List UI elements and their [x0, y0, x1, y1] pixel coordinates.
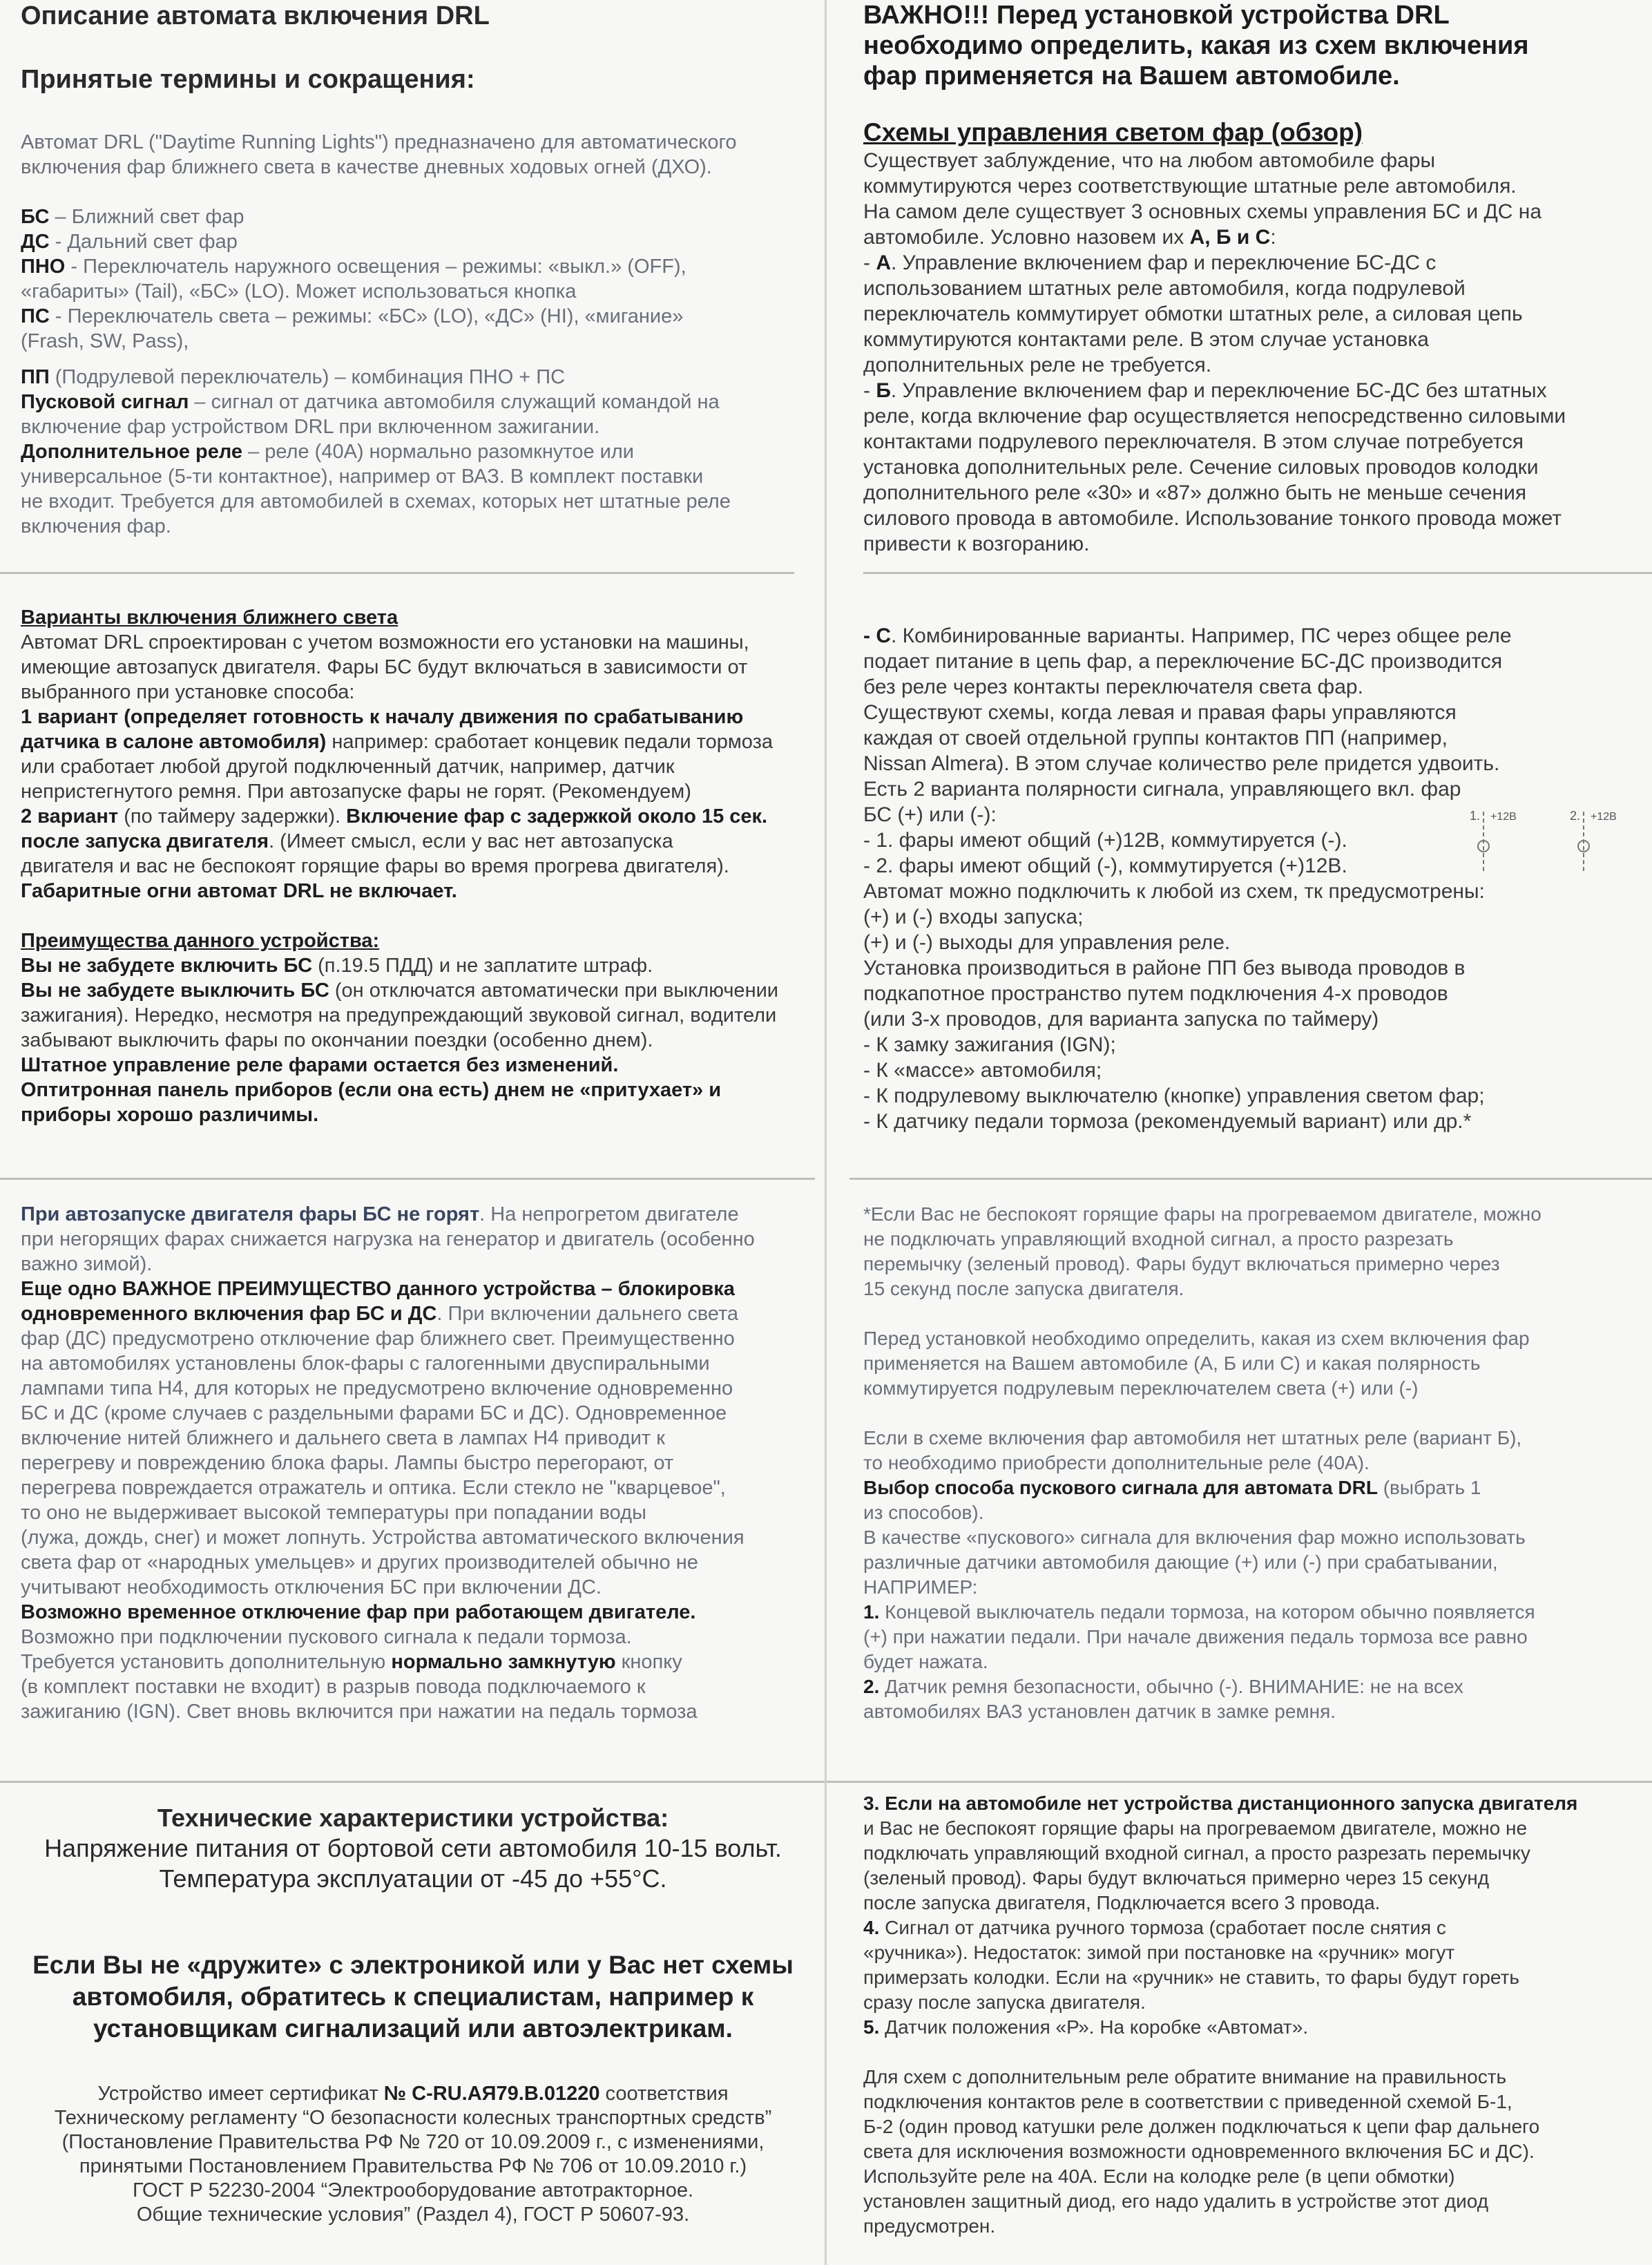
body-line: Если в схеме включения фар автомобиля нет штатных реле (вариант Б), [863, 1427, 1522, 1449]
panel-autostart [0, 1188, 826, 1775]
tech-heading: Технические характеристики устройства: [157, 1804, 669, 1832]
body-line: Для схем с дополнительным реле обратите внимание на правильность [863, 2066, 1507, 2087]
body-line: Автомат DRL спроектирован с учетом возможности его установки на машины, [21, 631, 749, 653]
body-line: установка дополнительных реле. Сечение силовых проводов колодки [863, 456, 1539, 479]
tech-line: Температура эксплуатации от -45 до +55°С. [159, 1864, 667, 1893]
body-line: Перед установкой необходимо определить, какая из схем включения фар [863, 1328, 1530, 1349]
body-line: при негорящих фарах снижается нагрузка на генератор и двигатель (особенно [21, 1228, 755, 1250]
body-line: применяется на Вашем автомобиле (А, Б или С) и какая полярность [863, 1353, 1481, 1374]
body-line: датчика в салоне автомобиля) например: сработает концевик педали тормоза [21, 731, 774, 753]
body-line: забывают выключить фары по окончании поездки (особенно днем). [21, 1029, 653, 1051]
panel-variants [0, 587, 826, 1174]
body-line: (зеленый провод). Фары будут включаться примерно через 15 секунд [863, 1867, 1490, 1889]
certificate-line: принятыми Постановлением Правительства РФ № 706 от 10.09.2010 г.) [79, 2155, 747, 2177]
body-line: после запуска двигателя, Подключается всего 3 провода. [863, 1892, 1381, 1913]
schemes-heading: Схемы управления светом фар (обзор) [863, 118, 1363, 146]
body-line: контактами подрулевого переключателя. В этом случае потребуется [863, 430, 1524, 453]
intro-line: включения фар ближнего света в качестве дневных ходовых огней (ДХО). [21, 156, 712, 178]
term-line: ПНО - Переключатель наружного освещения – режимы: «выкл.» (OFF), [21, 256, 686, 278]
body-line: реле, когда включение фар осуществляется непосредственно силовыми [863, 405, 1566, 428]
term-line: Дополнительное реле – реле (40А) нормально разомкнутое или [21, 441, 634, 463]
variant-2: 2 вариант (по таймеру задержки). Включение фар с задержкой около 15 сек. [21, 805, 768, 828]
certificate-line: (Постановление Правительства РФ № 720 от 10.09.2009 г., с изменениями, [61, 2131, 765, 2153]
body-line: сразу после запуска двигателя. [863, 1991, 1146, 2013]
body-line: будет нажата. [863, 1651, 988, 1672]
term-line: включение фар устройством DRL при включенном зажигании. [21, 416, 600, 438]
panel-scheme-c [826, 587, 1652, 1174]
diagram-label-2: 2. [1570, 809, 1581, 823]
advantage-line: Вы не забудете включить БС (п.19.5 ПДД) и не заплатите штраф. [21, 955, 653, 977]
body-line: - 1. фары имеют общий (+)12В, коммутируется (-). [863, 829, 1347, 852]
body-line: света фар от «народных умельцев» и других производителей обычно не [21, 1551, 698, 1574]
term-line: ПП (Подрулевой переключатель) – комбинация ПНО + ПС [21, 366, 566, 388]
body-line: силового провода в автомобиле. Использование тонкого провода может [863, 507, 1562, 530]
important-heading: фар применяется на Вашем автомобиле. [863, 61, 1400, 90]
panel-schemes [826, 0, 1652, 566]
panel-choice [826, 1188, 1652, 1775]
body-line: то оно не выдерживает высокой температуры при попадании воды [21, 1502, 646, 1524]
body-line: - К датчику педали тормоза (рекомендуемый вариант) или др.* [863, 1110, 1472, 1133]
body-line: предусмотрен. [863, 2215, 996, 2237]
body-line: Б-2 (один провод катушки реле должен подключаться к цепи фар дальнего [863, 2116, 1540, 2137]
body-line: после запуска двигателя. (Имеет смысл, если у вас нет автозапуска [21, 830, 673, 852]
option-2: 2. Датчик ремня безопасности, обычно (-). ВНИМАНИЕ: не на всех [863, 1676, 1463, 1697]
choice-heading: Выбор способа пускового сигнала для автомата DRL (выбрать 1 [863, 1477, 1481, 1498]
body-line: имеющие автозапуск двигателя. Фары БС будут включаться в зависимости от [21, 656, 748, 678]
body-line: и Вас не беспокоят горящие фары на прогреваемом двигателе, можно не [863, 1817, 1528, 1839]
advice-line: Если Вы не «дружите» с электроникой или у Вас нет схемы [32, 1951, 794, 1979]
body-line: важно зимой). [21, 1253, 153, 1275]
body-line: Существуют схемы, когда левая и правая фары управляются [863, 701, 1457, 724]
option-3: 3. Если на автомобиле нет устройства дистанционного запуска двигателя [863, 1793, 1578, 1814]
body-line: двигателя и вас не беспокоят горящие фары во время прогрева двигателя). [21, 855, 729, 877]
body-line: (лужа, дождь, снег) и может лопнуть. Устройства автоматического включения [21, 1527, 745, 1549]
body-line: использованием штатных реле автомобиля, когда подрулевой [863, 277, 1466, 300]
body-line: Есть 2 варианта полярности сигнала, управляющего вкл. фар [863, 778, 1461, 801]
body-line: перегреву и повреждению блока фары. Лампы быстро перегорают, от [21, 1452, 674, 1474]
footnote: 15 секунд после запуска двигателя. [863, 1278, 1184, 1299]
term-line: Пусковой сигнал – сигнал от датчика автомобиля служащий командой на [21, 391, 720, 413]
fold-line-middle-right [849, 1178, 1652, 1180]
body-line: коммутируются контактами реле. В этом случае установка [863, 328, 1429, 351]
body-line: автомобилях ВАЗ установлен датчик в замке ремня. [863, 1701, 1336, 1722]
term-line: (Frash, SW, Pass), [21, 330, 189, 352]
certificate-line: Общие технические условия” (Раздел 4), ГОСТ Р 50607-93. [136, 2204, 690, 2226]
advice-line: автомобиля, обратитесь к специалистам, например к [72, 1982, 754, 2011]
body-line: Установка производиться в районе ПП без вывода проводов в [863, 957, 1466, 979]
body-line: Используйте реле на 40А. Если на колодке реле (в цепи обмотки) [863, 2166, 1455, 2187]
term-line: не входит. Требуется для автомобилей в схемах, которых нет штатные реле [21, 490, 731, 513]
body-line: света для исключения возможности одновременного включения БС и ДС). [863, 2141, 1535, 2162]
body-line: переключатель коммутирует обмотки штатных реле, а силовая цепь [863, 303, 1523, 325]
variants-heading: Варианты включения ближнего света [21, 606, 398, 629]
body-line: «ручника»). Недостаток: зимой при постановке на «ручник» могут [863, 1942, 1455, 1963]
body-line: Требуется установить дополнительную нормально замкнутую кнопку [21, 1651, 682, 1673]
body-line: лампами типа Н4, для которых не предусмотрено включение одновременно [21, 1377, 733, 1399]
body-line: Возможно при подключении пускового сигнала к педали тормоза. [21, 1626, 632, 1648]
term-line: ПС - Переключатель света – режимы: «БС» (LO), «ДС» (HI), «мигание» [21, 305, 684, 327]
advantage-line: Штатное управление реле фарами остается без изменений. [21, 1054, 619, 1076]
body-line: коммутируются через соответствующие штатные реле автомобиля. [863, 175, 1517, 198]
body-line: - К замку зажигания (IGN); [863, 1033, 1116, 1056]
option-4: 4. Сигнал от датчика ручного тормоза (сработает после снятия с [863, 1917, 1446, 1938]
body-line: выбранного при установке способа: [21, 681, 355, 703]
body-line: привести к возгоранию. [863, 533, 1090, 555]
temporary-off-heading: Возможно временное отключение фар при работающем двигателе. [21, 1601, 696, 1623]
advice-line: установщикам сигнализаций или автоэлектрикам. [93, 2014, 733, 2043]
scheme-c: - С. Комбинированные варианты. Например, ПС через общее реле [863, 624, 1512, 647]
body-line: каждая от своей отдельной группы контактов ПП (например, [863, 727, 1448, 749]
scheme-a: - А. Управление включением фар и переключение БС-ДС с [863, 251, 1437, 274]
panel-terms [0, 0, 826, 566]
body-line: примерзать колодки. Если на «ручник» не ставить, то фары будут гореть [863, 1967, 1519, 1988]
fold-line-top-left [0, 572, 794, 574]
diagram-voltage-1: +12В [1490, 811, 1517, 823]
body-line: или сработает любой другой подключенный датчик, например, датчик [21, 756, 675, 778]
body-line: подключать управляющий входной сигнал, а просто разрезать перемычку [863, 1842, 1530, 1864]
body-line: При автозапуске двигателя фары БС не горят. На непрогретом двигателе [21, 1203, 739, 1225]
body-line: то необходимо приобрести дополнительные реле (40А). [863, 1452, 1370, 1473]
body-line: подключения контактов реле в соответствии с приведенной схемой Б-1, [863, 2091, 1512, 2112]
panel-options-more [826, 1786, 1652, 2265]
body-line: подает питание в цепь фар, а переключение БС-ДС производится [863, 650, 1503, 673]
polarity-diagram [1442, 805, 1642, 881]
panel-technical [0, 1786, 826, 2265]
advantage-line: приборы хорошо различимы. [21, 1104, 319, 1126]
important-heading: необходимо определить, какая из схем включения [863, 31, 1529, 60]
body-line: без реле через контакты переключателя света фар. [863, 676, 1363, 698]
body-line: - 2. фары имеют общий (-), коммутируется (+)12В. [863, 854, 1347, 877]
body-line: подкапотное пространство путем подключения 4-х проводов [863, 982, 1448, 1005]
body-line: БС (+) или (-): [863, 803, 997, 826]
fold-line-top-right [863, 572, 1652, 574]
body-line: на автомобилях установлены блок-фары с галогенными двуспиральными [21, 1353, 710, 1375]
body-line: - К «массе» автомобиля; [863, 1059, 1102, 1082]
body-line: автомобиле. Условно назовем их А, Б и С: [863, 226, 1276, 249]
body-line: зажиганию (IGN). Свет вновь включится при нажатии на педаль тормоза [21, 1701, 698, 1723]
term-line: универсальное (5-ти контактное), например от ВАЗ. В комплект поставки [21, 466, 704, 488]
body-line: коммутируется подрулевым переключателем света (+) или (-) [863, 1377, 1419, 1399]
footnote: перемычку (зеленый провод). Фары будут включаться примерно через [863, 1253, 1500, 1274]
important-advantage: Еще одно ВАЖНОЕ ПРЕИМУЩЕСТВО данного устройства – блокировка [21, 1278, 735, 1300]
body-line: зажигания). Нередко, несмотря на предупреждающий звуковой сигнал, водители [21, 1004, 777, 1026]
body-line: Существует заблуждение, что на любом автомобиле фары [863, 149, 1436, 172]
fold-line-bottom-right [826, 1781, 1652, 1783]
scheme-b: - Б. Управление включением фар и переключение БС-ДС без штатных [863, 379, 1547, 402]
tech-line: Напряжение питания от бортовой сети автомобиля 10-15 вольт. [44, 1834, 782, 1862]
body-line: В качестве «пускового» сигнала для включения фар можно использовать [863, 1527, 1526, 1548]
body-line: непристегнутого ремня. При автозапуске фары не горят. (Рекомендуем) [21, 781, 691, 803]
advantage-line: Вы не забудете выключить БС (он отключатся автоматически при выключении [21, 979, 778, 1002]
body-line: НАПРИМЕР: [863, 1576, 978, 1598]
body-line: (+) и (-) выходы для управления реле. [863, 931, 1231, 954]
body-line: установлен защитный диод, его надо удалить в устройстве этот диод [863, 2190, 1489, 2212]
body-line: (+) при нажатии педали. При начале движения педаль тормоза все равно [863, 1626, 1528, 1647]
body-line: Габаритные огни автомат DRL не включает. [21, 880, 457, 902]
body-line: учитывают необходимость отключения БС при включении ДС. [21, 1576, 602, 1598]
body-line: Nissan Almera). В этом случае количество реле придется удвоить. [863, 752, 1500, 775]
term-line: «габариты» (Tail), «БС» (LO). Может использоваться кнопка [21, 280, 577, 303]
intro-line: Автомат DRL ("Daytime Running Lights") предназначено для автоматического [21, 131, 737, 153]
option-5: 5. Датчик положения «Р». На коробке «Автомат». [863, 2016, 1309, 2038]
important-heading: ВАЖНО!!! Перед установкой устройства DRL [863, 1, 1450, 30]
option-1: 1. Концевой выключатель педали тормоза, на котором обычно появляется [863, 1601, 1535, 1623]
term-line: ДС - Дальний свет фар [21, 231, 238, 253]
body-line: БС и ДС (кроме случаев с раздельными фарами БС и ДС). Одновременное [21, 1402, 727, 1424]
diagram-label-1: 1. [1470, 809, 1481, 823]
body-line: Автомат можно подключить к любой из схем, тк предусмотрены: [863, 880, 1485, 903]
body-line: из способов). [863, 1502, 984, 1523]
term-line: включения фар. [21, 515, 171, 537]
body-line: перегрева повреждается отражатель и оптика. Если стекло не "кварцевое", [21, 1477, 726, 1499]
variant-1: 1 вариант (определяет готовность к началу движения по срабатыванию [21, 706, 744, 728]
certificate-line: Устройство имеет сертификат № C-RU.АЯ79.В.01220 соответствия [97, 2083, 729, 2105]
footnote: *Если Вас не беспокоят горящие фары на прогреваемом двигателе, можно [863, 1203, 1541, 1225]
terms-heading: Принятые термины и сокращения: [21, 65, 475, 94]
body-line: (или 3-х проводов, для варианта запуска по таймеру) [863, 1008, 1379, 1031]
certificate-line: ГОСТ Р 52230-2004 “Электрооборудование автотракторное. [132, 2179, 694, 2201]
advantages-heading: Преимущества данного устройства: [21, 930, 380, 952]
body-line: включение нитей ближнего и дальнего света в лампах Н4 приводит к [21, 1427, 665, 1449]
body-line: (в комплект поставки не входит) в разрыв повода подключаемого к [21, 1676, 646, 1698]
body-line: одновременного включения фар БС и ДС. При включении дальнего света [21, 1303, 739, 1325]
body-line: различные датчики автомобиля дающие (+) или (-) при срабатывании, [863, 1551, 1498, 1573]
term-line: БС – Ближний свет фар [21, 206, 244, 228]
fold-line-middle-left [0, 1178, 815, 1180]
body-line: (+) и (-) входы запуска; [863, 906, 1084, 928]
body-line: дополнительных реле не требуется. [863, 354, 1212, 376]
fold-line-bottom-left [0, 1781, 826, 1783]
advantage-line: Оптитронная панель приборов (если она есть) днем не «притухает» и [21, 1079, 722, 1101]
body-line: фар (ДС) предусмотрено отключение фар ближнего свет. Преимущественно [21, 1328, 735, 1350]
body-line: дополнительного реле «30» и «87» должно быть не меньше сечения [863, 481, 1527, 504]
certificate-line: Техническому регламенту “О безопасности колесных транспортных средств” [54, 2107, 772, 2129]
page-title: Описание автомата включения DRL [21, 1, 490, 30]
body-line: На самом деле существует 3 основных схемы управления БС и ДС на [863, 200, 1542, 223]
body-line: - К подрулевому выключателю (кнопке) управления светом фар; [863, 1084, 1485, 1107]
diagram-voltage-2: +12В [1591, 811, 1617, 823]
footnote: не подключать управляющий входной сигнал, а просто разрезать [863, 1228, 1454, 1250]
